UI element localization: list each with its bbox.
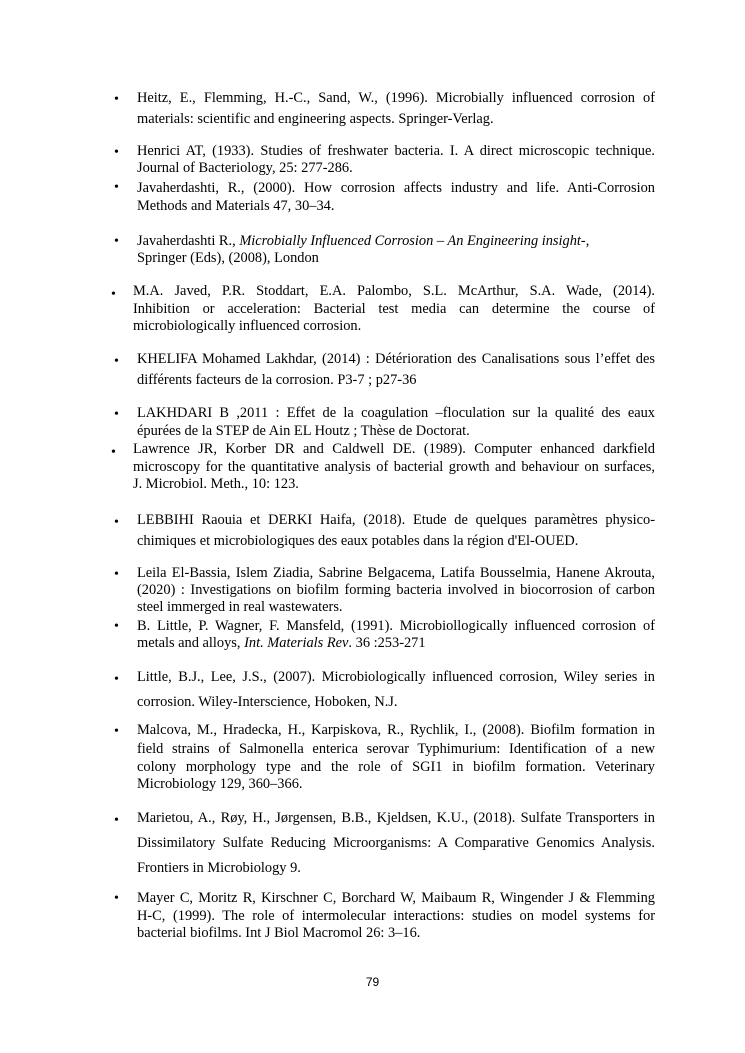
- bullet: •: [111, 445, 116, 460]
- reference-little-1991: B. Little, P. Wagner, F. Mansfeld, (1991). Microbiollogically influenced corrosion of metals and alloys, Int. Materials Rev. 36 :253-271: [137, 618, 655, 651]
- reference-javaherdashti-2008: Javaherdashti R., Microbially Influenced Corrosion – An Engineering insight-, Springer (Eds), (2008), London: [137, 233, 590, 266]
- reference-lawrence-1989: Lawrence JR, Korber DR and Caldwell DE. (1989). Computer enhanced darkfield microscopy for the quantitative analysis of bacterial growth and behaviour on surfaces, J. Microbiol. Meth., 10: 123.: [133, 441, 655, 492]
- reference-mayer-1999: Mayer C, Moritz R, Kirschner C, Borchard W, Maibaum R, Wingender J & Flemming H-C, (1999). The role of intermolecular interactions: studies on model systems for bacterial biofilms. Int J Biol Macromol 26: 3–16.: [137, 890, 655, 941]
- bullet: •: [114, 724, 119, 739]
- bullet: •: [114, 354, 119, 369]
- bullet: •: [114, 567, 119, 582]
- reference-lakhdari-2011: LAKHDARI B ,2011 : Effet de la coagulation –floculation sur la qualité des eaux épurées de la STEP de Ain EL Houtz ; Thèse de Doctorat.: [137, 405, 655, 439]
- bullet: •: [114, 813, 119, 828]
- reference-el-bassia-2020: Leila El-Bassia, Islem Ziadia, Sabrine Belgacema, Latifa Bousselmia, Hanene Akrouta, (2020) : Investigations on biofilm forming bacteria involved in biocorrosion of carbon steel immerged in real wastewaters.: [137, 565, 655, 615]
- page-number: 79: [365, 975, 380, 989]
- reference-malcova-2008: Malcova, M., Hradecka, H., Karpiskova, R., Rychlik, I., (2008). Biofilm formation in field strains of Salmonella enterica serovar Typhimurium: Identification of a new colony morphology type and the role of SGI1 in biofilm formation. Veterinary Microbiology 129, 360–366.: [137, 722, 655, 792]
- reference-javaherdashti-2000: Javaherdashti, R., (2000). How corrosion affects industry and life. Anti-Corrosion Methods and Materials 47, 30–34.: [137, 180, 655, 214]
- bullet: •: [114, 891, 119, 906]
- bullet: •: [114, 672, 119, 687]
- bullet: •: [114, 619, 119, 634]
- reference-lebbihi-2018: LEBBIHI Raouia et DERKI Haifa, (2018). Etude de quelques paramètres physico- chimiques et microbiologiques des eaux potables dans la région d'El-OUED.: [137, 512, 655, 549]
- bullet: •: [114, 145, 119, 160]
- bullet: •: [114, 515, 119, 530]
- reference-heitz-1996: Heitz, E., Flemming, H.-C., Sand, W., (1996). Microbially influenced corrosion of materials: scientific and engineering aspects. Springer-Verlag.: [137, 90, 655, 127]
- reference-javed-2014: M.A. Javed, P.R. Stoddart, E.A. Palombo, S.L. McArthur, S.A. Wade, (2014). Inhibition or acceleration: Bacterial test media can determine the course of microbiologically influenced corrosion.: [133, 283, 655, 334]
- bullet: •: [114, 92, 119, 107]
- reference-little-2007: Little, B.J., Lee, J.S., (2007). Microbiologically influenced corrosion, Wiley series in corrosion. Wiley-Interscience, Hoboken, N.J.: [137, 669, 655, 710]
- bullet: •: [114, 180, 119, 195]
- reference-marietou-2018: Marietou, A., Røy, H., Jørgensen, B.B., Kjeldsen, K.U., (2018). Sulfate Transporters in Dissimilatory Sulfate Reducing Microorganisms: A Comparative Genomics Analysis. Frontiers in Microbiology 9.: [137, 810, 655, 876]
- reference-khelifa-2014: KHELIFA Mohamed Lakhdar, (2014) : Détérioration des Canalisations sous l’effet des différents facteurs de la corrosion. P3-7 ; p27-36: [137, 351, 655, 388]
- bullet: •: [114, 407, 119, 422]
- bullet: •: [114, 234, 119, 249]
- reference-henrici-1933: Henrici AT, (1933). Studies of freshwater bacteria. I. A direct microscopic technique. Journal of Bacteriology, 25: 277-286.: [137, 143, 655, 176]
- bullet: •: [111, 287, 116, 302]
